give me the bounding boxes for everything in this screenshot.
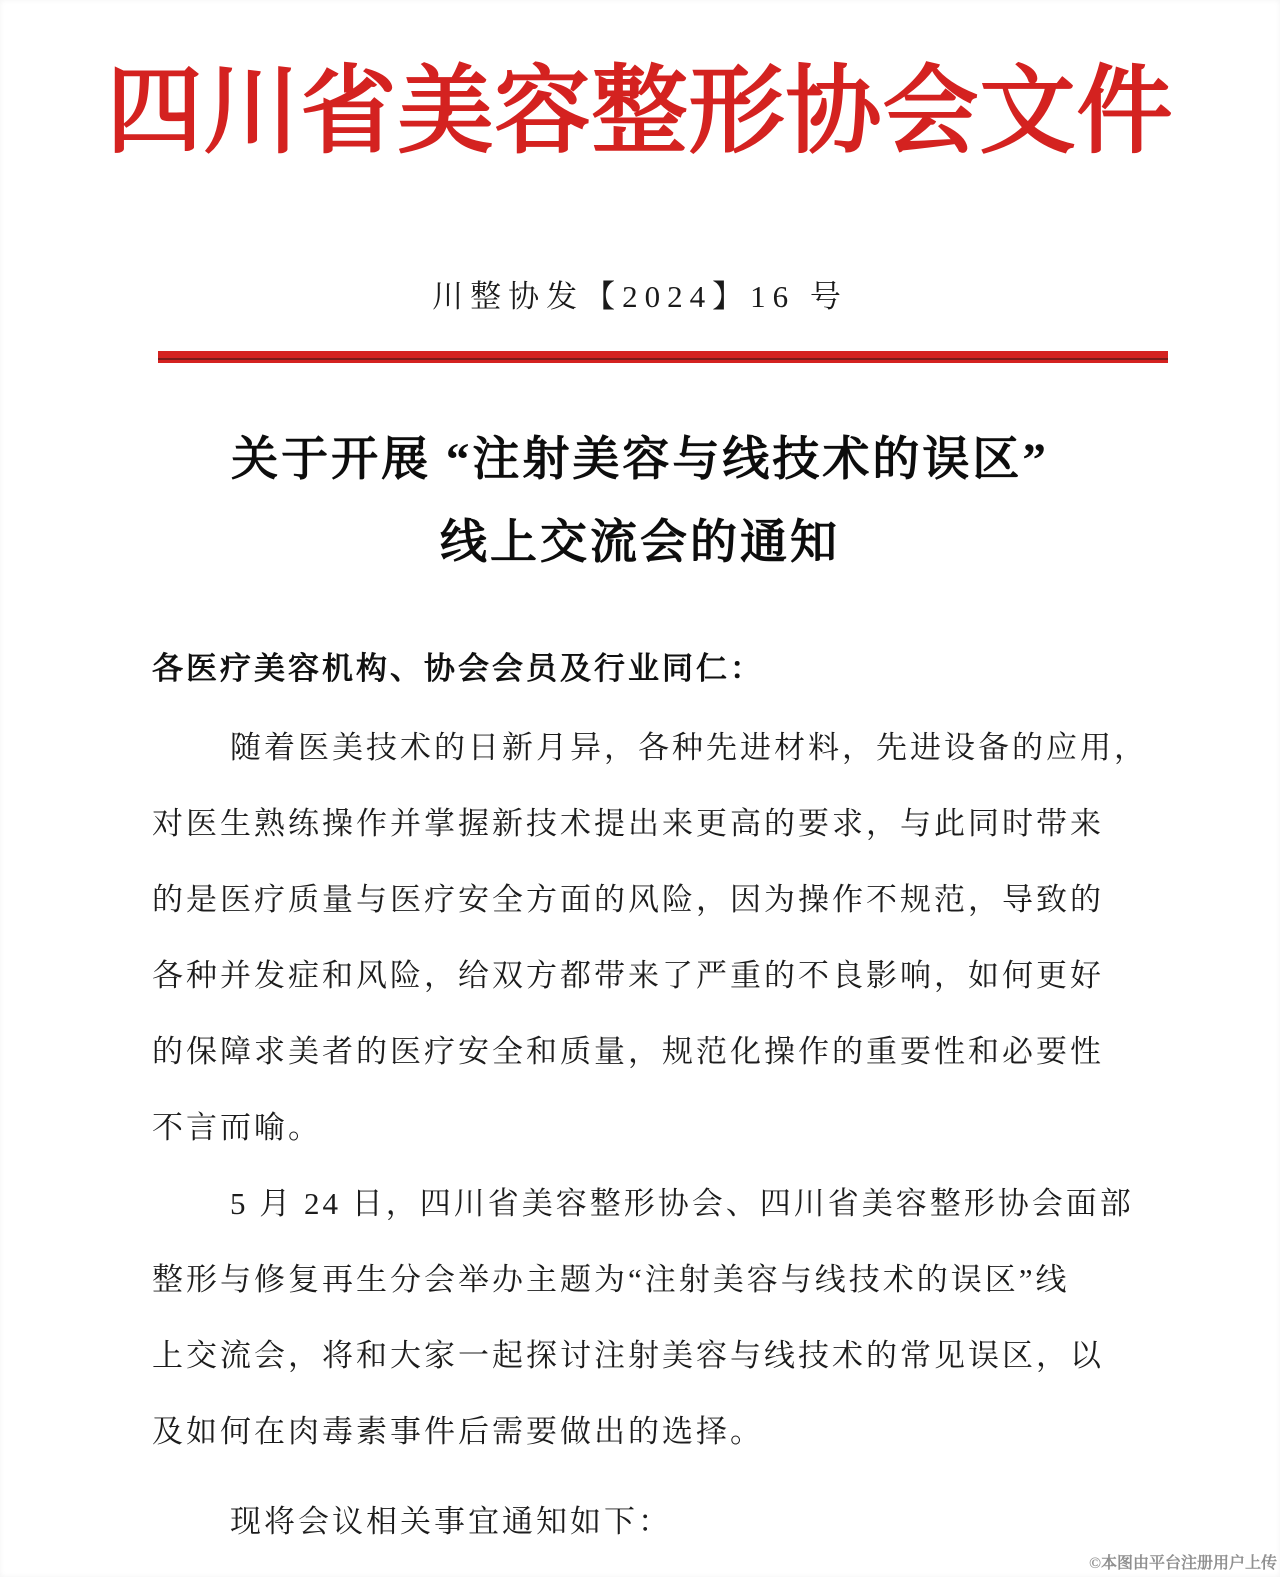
body-line: 随着医美技术的日新月异，各种先进材料，先进设备的应用， [230,730,1148,765]
salutation-line: 各医疗美容机构、协会会员及行业同仁： [152,651,764,686]
body-line: 上交流会，将和大家一起探讨注射美容与线技术的常见误区，以 [152,1338,1104,1373]
letterhead-org-title: 四川省美容整形协会文件 [106,58,1174,165]
notice-title [0,419,1280,585]
body-line: 对医生熟练操作并掌握新技术提出来更高的要求，与此同时带来 [152,806,1104,841]
body-line: 不言而喻。 [152,1110,322,1145]
body-line: 的是医疗质量与医疗安全方面的风险，因为操作不规范，导致的 [152,882,1104,917]
document-body [152,710,1148,1560]
notice-title-line2: 线上交流会的通知 [440,517,840,569]
body-line: 整形与修复再生分会举办主题为“注射美容与线技术的误区”线 [152,1262,1070,1297]
body-line: 5 月 24 日，四川省美容整形协会、四川省美容整形协会面部 [230,1186,1134,1221]
paragraph-2 [152,1166,1134,1470]
body-line: 的保障求美者的医疗安全和质量，规范化操作的重要性和必要性 [152,1034,1104,1069]
body-line: 及如何在肉毒素事件后需要做出的选择。 [152,1414,764,1449]
red-divider-rule [158,351,1168,363]
notice-title-line1: 关于开展 “注射美容与线技术的误区” [231,434,1049,486]
paragraph-1 [152,710,1148,1166]
platform-watermark: ©本图由平台注册用户上传 [1089,1555,1277,1572]
body-line: 各种并发症和风险，给双方都带来了严重的不良影响，如何更好 [152,958,1104,993]
closing-line: 现将会议相关事宜通知如下： [230,1504,672,1539]
document-number: 川整协发【2024】16 号 [432,279,848,314]
